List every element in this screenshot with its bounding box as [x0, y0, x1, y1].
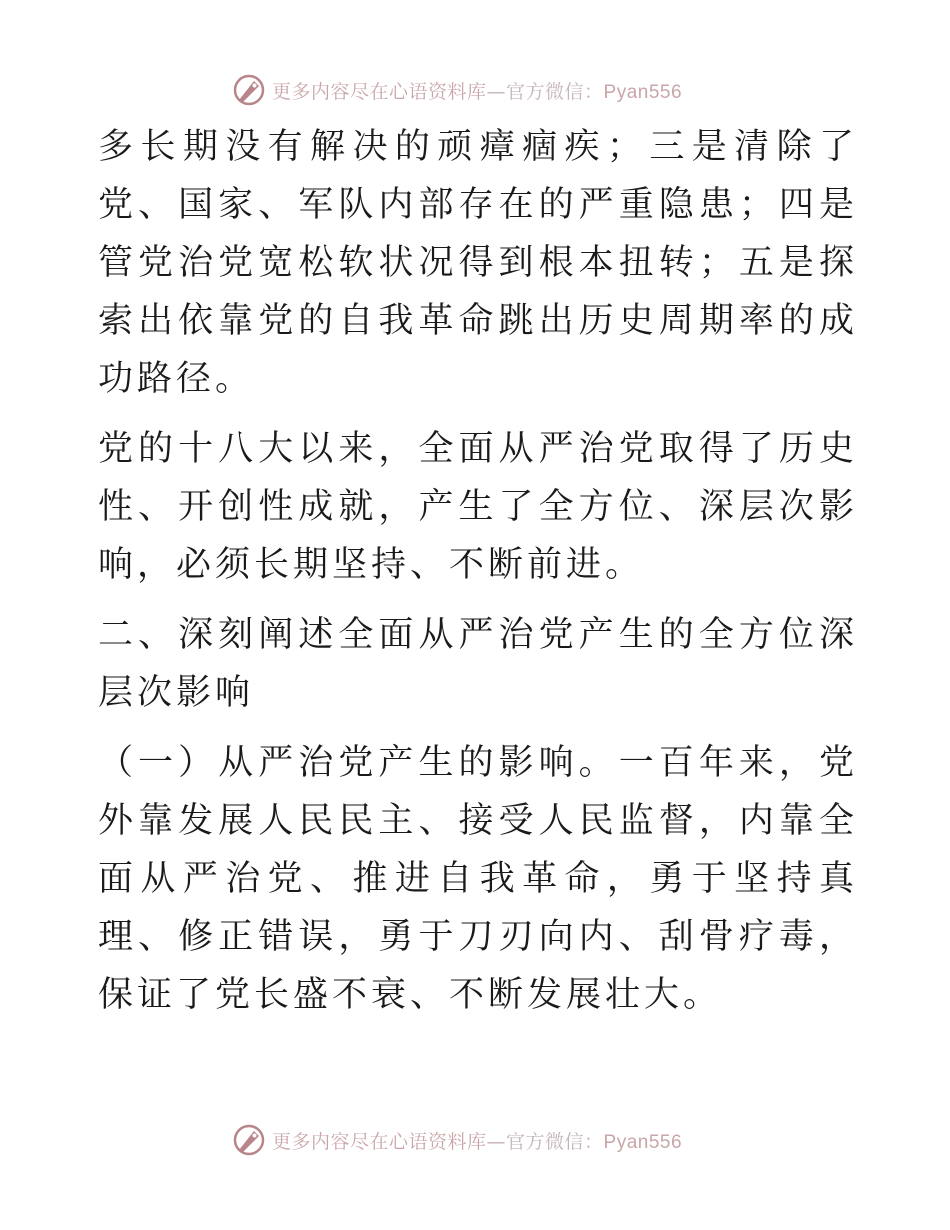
- paragraph-3: （一）从严治党产生的影响。一百年来，党外靠发展人民民主、接受人民监督，内靠全面从严治党、推进自我革命，勇于坚持真理、修正错误，勇于刀刃向内、刮骨疗毒，保证了党长盛不衰、不断发展壮大。: [98, 743, 858, 1015]
- watermark-text: [272, 1127, 682, 1154]
- document-body: [98, 118, 858, 1024]
- paragraph-2: 党的十八大以来，全面从严治党取得了历史性、开创性成就，产生了全方位、深层次影响，必须长期坚持、不断前进。: [98, 429, 858, 585]
- watermark-contact-id: Pyan556: [603, 1131, 683, 1153]
- section-heading: 二、深刻阐述全面从严治党产生的全方位深层次影响: [98, 615, 858, 713]
- paragraph-1: 多长期没有解决的顽瘴痼疾；三是清除了党、国家、军队内部存在的严重隐患；四是管党治党宽松软状况得到根本扭转；五是探索出依靠党的自我革命跳出历史周期率的成功路径。: [98, 127, 858, 399]
- watermark-dash: —: [486, 1130, 507, 1153]
- watermark-contact-id: Pyan556: [603, 81, 683, 103]
- watermark-text: [272, 77, 682, 104]
- footer-watermark: [232, 1120, 682, 1160]
- watermark-site-text: 更多内容尽在心语资料库: [272, 1130, 487, 1153]
- watermark-dash: —: [486, 80, 507, 103]
- watermark-contact-label: 官方微信：: [506, 80, 604, 103]
- watermark-contact-label: 官方微信：: [506, 1130, 604, 1153]
- pen-nib-logo-icon: [232, 73, 266, 107]
- pen-nib-logo-icon: [232, 1123, 266, 1157]
- header-watermark: [232, 70, 682, 110]
- watermark-site-text: 更多内容尽在心语资料库: [272, 80, 487, 103]
